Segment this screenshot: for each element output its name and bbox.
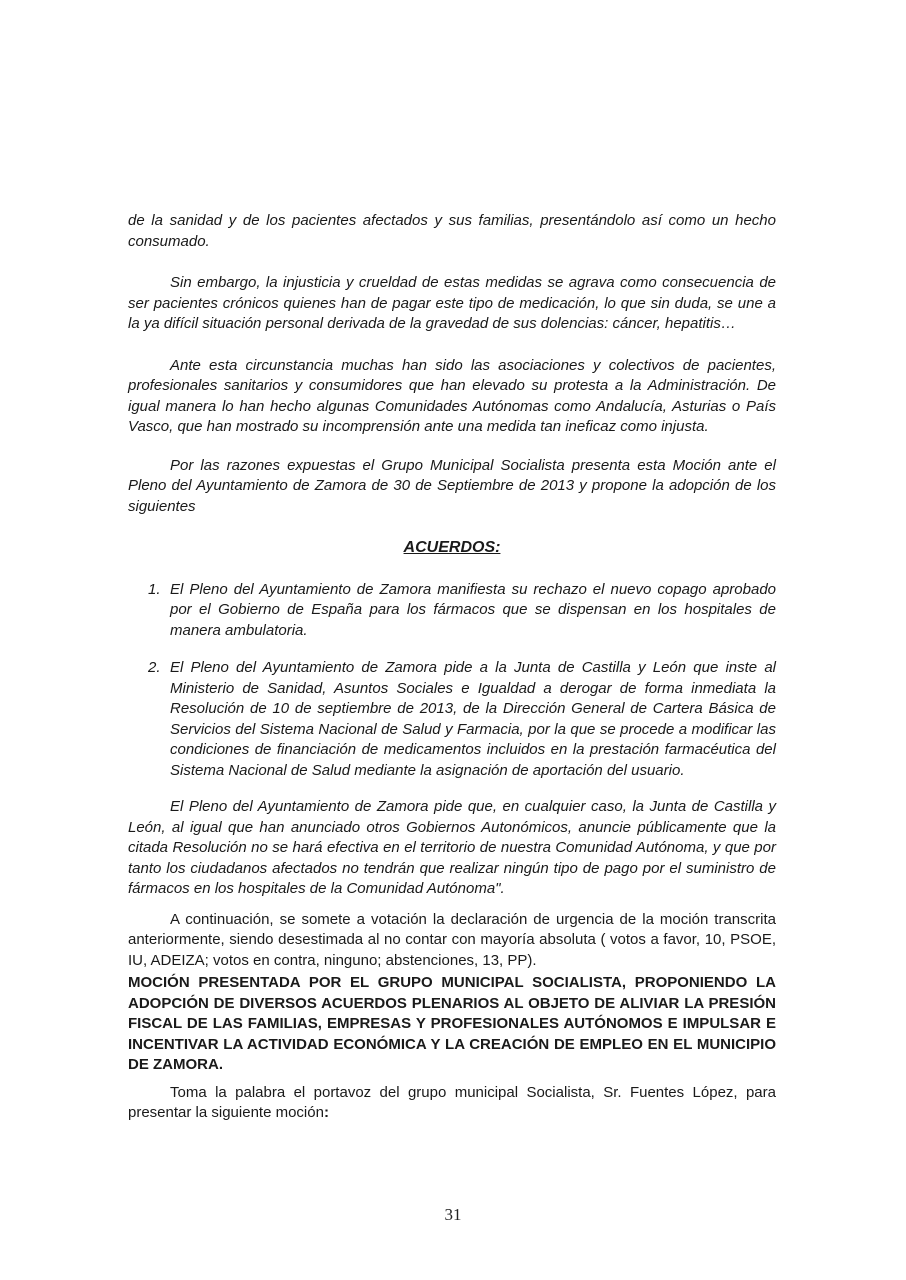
list-item-number: 2. — [148, 659, 161, 676]
list-item-text: El Pleno del Ayuntamiento de Zamora pide a la Junta de Castilla y León que inste al Ministerio de Sanidad, Asuntos Sociales e Igualdad a derogar de forma inmediata la Resolución de 10 de septiembre de 2013, de la Dirección General de Cartera Básica de Servicios del Sistema Nacional de Salud y Farmacia, por la que se procede a modificar las condiciones de financiación de medicamentos incluidos en la prestación farmacéutica del Sistema Nacional de Salud mediante la asignación de aportación del usuario. — [170, 659, 776, 779]
list-item-number: 1. — [148, 580, 161, 598]
list-item-acuerdo-1 — [128, 580, 776, 642]
list-item-text: El Pleno del Ayuntamiento de Zamora manifiesta su rechazo el nuevo copago aprobado por el Gobierno de España para los fármacos que se dispensan en los hospitales de manera ambulatoria. — [170, 580, 776, 639]
paragraph-pleno-pide-quote: El Pleno del Ayuntamiento de Zamora pide que, en cualquier caso, la Junta de Castilla y León, al igual que han anunciado otros Gobiernos Autonómicos, anuncie públicamente que la citada Resolución no se hará efectiva en el territorio de nuestra Comunidad Autónoma, y que por tanto los ciudadanos afectados no tendrán que realizar ningún tipo de pago por el suministro de fármacos en los hospitales de la Comunidad Autónoma". — [128, 798, 776, 897]
paragraph-continuation: de la sanidad y de los pacientes afectados y sus familias, presentándolo así como un hecho consumado. — [128, 212, 776, 250]
page-content — [128, 211, 776, 1124]
paragraph-votacion-urgencia: A continuación, se somete a votación la declaración de urgencia de la moción transcrita anteriormente, siendo desestimada al no contar con mayoría absoluta ( votos a favor, 10, PSOE, IU, ADEIZA; votos en contra, ninguno; abstenciones, 13, PP). — [128, 910, 776, 969]
paragraph-toma-palabra — [128, 1083, 776, 1124]
paragraph-ante-circunstancia: Ante esta circunstancia muchas han sido las asociaciones y colectivos de pacientes, profesionales sanitarios y consumidores que han elevado su protesta a la Administración. De igual manera lo han hecho algunas Comunidades Autónomas como Andalucía, Asturias o País Vasco, que han mostrado su incomprensión ante una medida tan ineficaz como injusta. — [128, 356, 776, 435]
mocion-heading: MOCIÓN PRESENTADA POR EL GRUPO MUNICIPAL SOCIALISTA, PROPONIENDO LA ADOPCIÓN DE DIVERSOS ACUERDOS PLENARIOS AL OBJETO DE ALIVIAR LA PRESIÓN FISCAL DE LAS FAMILIAS, EMPRESAS Y PROFESIONALES AUTÓNOMOS E IMPULSAR E INCENTIVAR LA ACTIVIDAD ECONÓMICA Y LA CREACIÓN DE EMPLEO EN EL MUNICIPIO DE ZAMORA. — [128, 974, 776, 1073]
acuerdos-heading — [128, 538, 776, 559]
paragraph-toma-palabra-text: Toma la palabra el portavoz del grupo municipal Socialista, Sr. Fuentes López, para presentar la siguiente moción — [128, 1083, 776, 1121]
page-number: 31 — [444, 1205, 462, 1224]
acuerdos-heading-text: ACUERDOS: — [403, 539, 501, 556]
paragraph-razones-expuestas: Por las razones expuestas el Grupo Municipal Socialista presenta esta Moción ante el Pleno del Ayuntamiento de Zamora de 30 de Septiembre de 2013 y propone la adopción de los siguientes — [128, 456, 776, 515]
paragraph-sin-embargo: Sin embargo, la injusticia y crueldad de estas medidas se agrava como consecuencia de ser pacientes crónicos quienes han de pagar este tipo de medicación, lo que sin duda, se une a la ya difícil situación personal derivada de la gravedad de sus dolencias: cáncer, hepatitis… — [128, 274, 776, 332]
list-item-acuerdo-2 — [128, 658, 776, 781]
paragraph-toma-palabra-colon: : — [323, 1104, 329, 1121]
